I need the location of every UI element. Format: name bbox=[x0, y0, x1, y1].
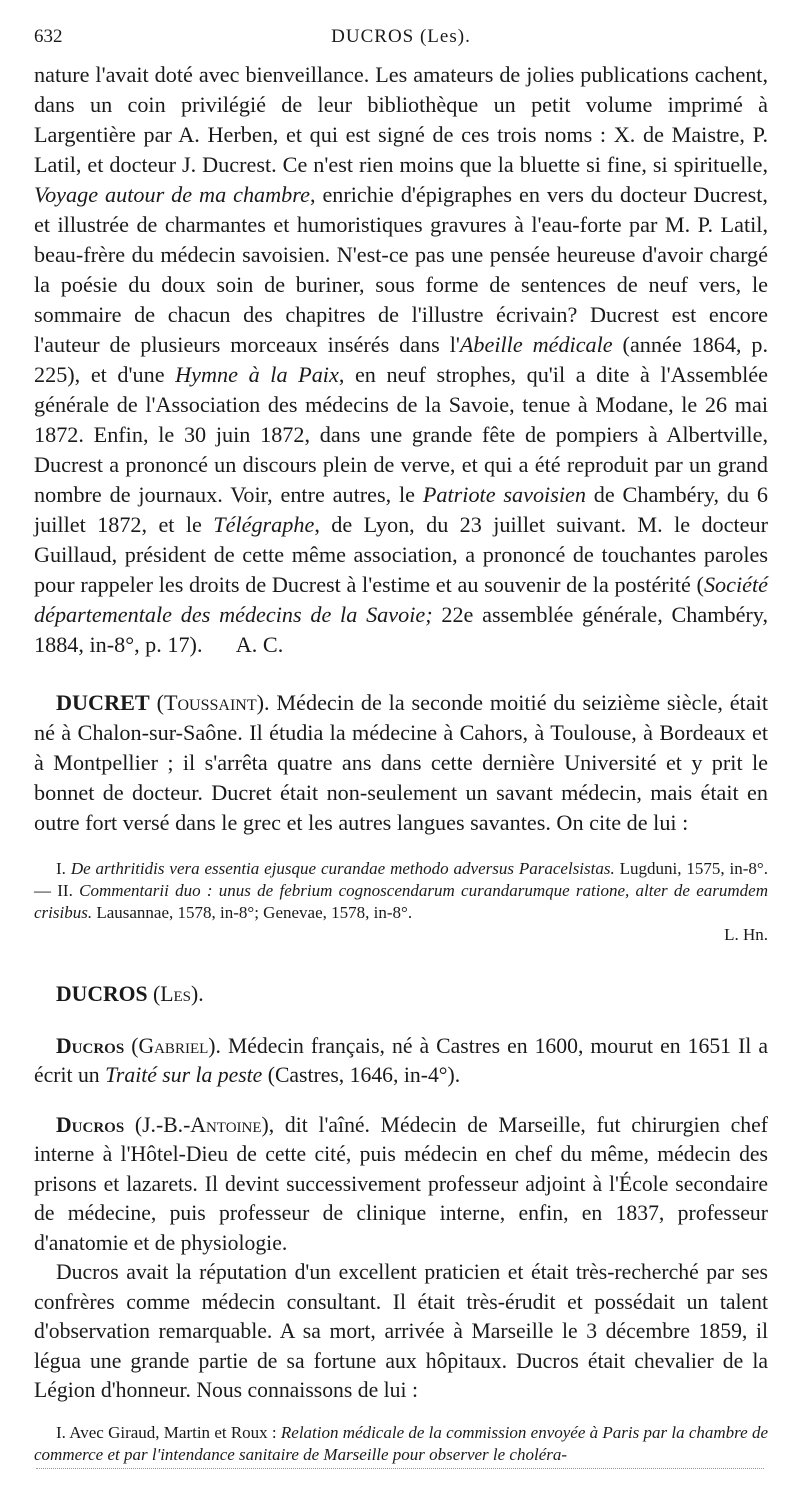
ducret-works bbox=[34, 858, 768, 924]
text-run: de Chambéry, du 6 juillet 1872, et le bbox=[34, 482, 769, 537]
text-run: , enrichie d'épigraphes en vers du docteur Ducrest, et illustrée de charmantes et humoristiques gravures à l'eau-forte par M. P. Latil, beau-frère du médecin savoisien. N'est-ce pas une pensée heureuse d'avoir chargé la poésie du doux soin de buriner, sous forme de sentences de neuf vers, le sommaire de chacun des chapitres de l'illustre écrivain? Ducrest est encore l'auteur de plusieurs morceaux insérés dans l' bbox=[34, 182, 768, 357]
text-run: Médecin français, né à Castres en 1600, mourut en 1651 Il a écrit un bbox=[34, 1033, 768, 1087]
antoine-entry bbox=[34, 1111, 768, 1259]
text-run: (année 1864, p. 225), et d'une bbox=[34, 332, 768, 387]
text-run: , en neuf strophes, qu'il a dite à l'Assemblée générale de l'Association des médecins de la Savoie, tenue à Modane, le 26 mai 1872. Enfin, le 30 juin 1872, dans une grande fête de pompiers à Albertville, Ducrest a prononcé un discours plein de verve, et qui a été reproduit par un grand nombre de journaux. Voir, entre autres, le bbox=[34, 362, 769, 507]
text-run: nature l'avait doté avec bienveillance. Les amateurs de jolies publications cachent, dans un coin privilégié de leur bibliothèque un petit volume imprimé à Largentière par A. Herben, et qui est signé de ces trois noms : X. de Maistre, P. Latil, et docteur J. Ducrest. Ce n'est rien moins que la bluette si fine, si spirituelle, bbox=[34, 62, 768, 177]
text-run: I. bbox=[56, 859, 71, 878]
work-title: Traité sur la peste bbox=[105, 1063, 263, 1087]
antoine-works bbox=[34, 1422, 768, 1466]
running-title: DUCROS (Les). bbox=[331, 26, 471, 47]
entry-first-name: (Gabriel). bbox=[131, 1033, 221, 1058]
work-title: Commentarii duo : unus de febrium cognoscendarum curandarumque ratione, alter de earumdem crisibus. bbox=[34, 881, 768, 922]
text-run: Lugduni, 1575, in-8°. — II. bbox=[34, 859, 768, 900]
page bbox=[34, 26, 768, 1466]
journal-title: Télégraphe bbox=[213, 512, 315, 537]
entry-first-name: (Toussaint). bbox=[156, 690, 270, 715]
text-run: , de Lyon, du 23 juillet suivant. M. le docteur Guillaud, président de cette même association, a prononcé de touchantes paroles pour rappeler les droits de Ducrest à l'estime et au souvenir de la postérité ( bbox=[34, 512, 768, 597]
journal-title: Abeille médicale bbox=[459, 332, 613, 357]
entry-name: Ducros bbox=[56, 1033, 125, 1058]
journal-title: Patriote savoisien bbox=[422, 482, 586, 507]
entry-text: dit l'aîné. Médecin de Marseille, fut chirurgien chef interne à l'Hôtel-Dieu de cette cité, puis médecin en chef du même, médecin des prisons et lazarets. Il devint successivement professeur adjoint à l'École secondaire de médecine, puis professeur de clinique interne, enfin, en 1837, professeur d'anatomie et de physiologie. bbox=[34, 1112, 769, 1255]
page-number: 632 bbox=[34, 26, 63, 47]
section-name: DUCROS bbox=[56, 982, 148, 1006]
society-title: Société départementale des médecins de la Savoie; bbox=[34, 572, 768, 627]
work-title: Relation médicale de la commission envoyée à Paris par la chambre de commerce et par l'intendance sanitaire de Marseille pour observer le choléra- bbox=[34, 1422, 768, 1464]
gabriel-entry bbox=[34, 1032, 768, 1091]
ducros-section-title bbox=[34, 980, 768, 1010]
running-header bbox=[34, 26, 768, 60]
entry-first-name: (J.-B.-Antoine), bbox=[134, 1112, 275, 1137]
section-suffix: (Les). bbox=[153, 982, 204, 1006]
ducrest-continued-paragraph bbox=[34, 60, 768, 660]
ducret-signature: L. Hn. bbox=[724, 925, 768, 944]
work-title: De arthritidis vera essentia ejusque curandae methodo adversus Paracelsistas. bbox=[70, 859, 615, 878]
book-title: Voyage autour de ma chambre bbox=[34, 182, 310, 207]
entry-name: Ducros bbox=[56, 1112, 125, 1137]
work-title: Hymne à la Paix bbox=[175, 362, 339, 387]
text-run: (Castres, 1646, in-4°). bbox=[262, 1063, 461, 1087]
text-run: 22e assemblée générale, Chambéry, 1884, in-8°, p. 17). bbox=[34, 602, 769, 657]
text-run: I. Avec Giraud, Martin et Roux : bbox=[56, 1422, 281, 1442]
bottom-rule bbox=[36, 1468, 764, 1471]
entry-text: Médecin de la seconde moitié du seizième siècle, était né à Chalon-sur-Saône. Il étudia la médecine à Cahors, à Toulouse, à Bordeaux et à Montpellier ; il s'arrêta quatre ans dans cette dernière Université et y prit le bonnet de docteur. Ducret était non-seulement un savant médecin, mais était en outre fort versé dans le grec et les autres langues savantes. On cite de lui : bbox=[34, 690, 768, 835]
entry-name: DUCRET bbox=[56, 690, 150, 715]
text-run: Lausannae, 1578, in-8°; Genevae, 1578, in-8°. bbox=[92, 903, 413, 922]
author-signature: A. C. bbox=[235, 632, 284, 657]
antoine-entry-continued: Ducros avait la réputation d'un excellent praticien et était très-recherché par ses confrères comme médecin consultant. Il était très-érudit et possédait un talent d'observation remarquable. A sa mort, arrivée à Marseille le 3 décembre 1859, il légua une grande partie de sa fortune aux hôpitaux. Ducros était chevalier de la Légion d'honneur. Nous connaissons de lui : bbox=[34, 1260, 768, 1402]
ducret-entry bbox=[34, 688, 768, 838]
